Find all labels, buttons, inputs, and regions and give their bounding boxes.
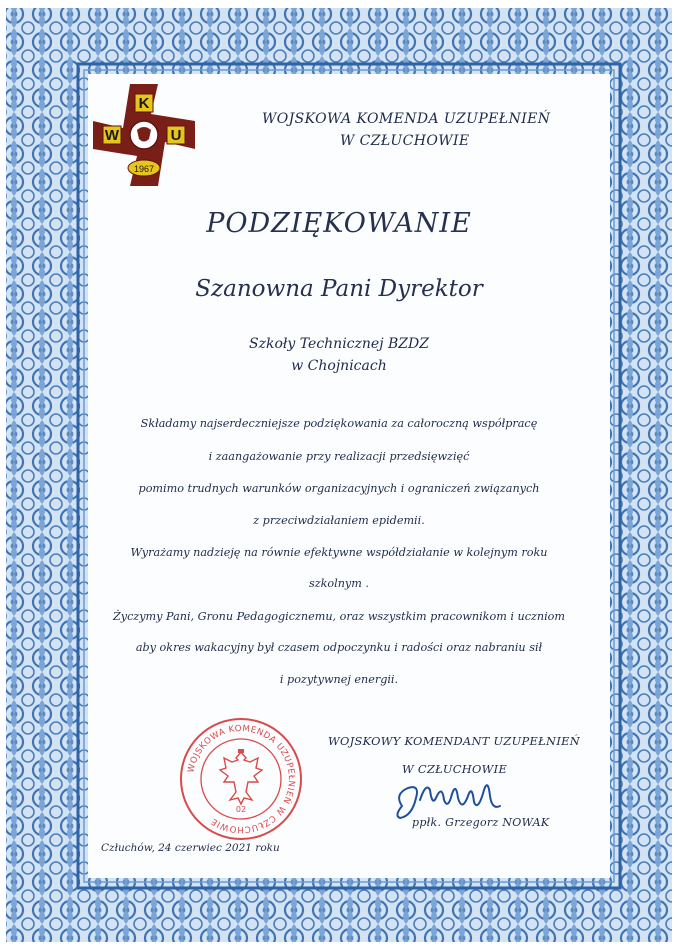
logo-letter-w: W [104,127,120,144]
signatory-name: ppłk. Grzegorz NOWAK [412,816,550,829]
signatory-title-line2: W CZŁUCHOWIE [402,762,508,776]
svg-text:WOJSKOWA KOMENDA UZUPEŁNIEŃ W [186,724,296,834]
signatory-title-line1: WOJSKOWY KOMENDANT UZUPEŁNIEŃ [328,734,580,748]
org-name-line2: W CZŁUCHOWIE [340,133,470,149]
recipient-school: Szkoły Technicznej BZDZ [249,336,429,352]
recipient-city: w Chojnicach [291,358,387,374]
body-line: i pozytywnej energii. [279,673,399,686]
wku-logo [93,84,195,186]
seal-text: WOJSKOWA KOMENDA UZUPEŁNIEŃ W CZŁUCHOWIE [186,723,297,835]
document-paper [88,74,610,878]
body-line: pomimo trudnych warunków organizacyjnych i ograniczeń związanych [138,482,540,495]
body-line: i zaangażowanie przy realizacji przedsięwzięć [208,450,470,463]
body-line: z przeciwdziałaniem epidemii. [253,514,425,527]
logo-year: 1967 [133,164,155,174]
official-seal [178,716,304,842]
body-line: Życzymy Pani, Gronu Pedagogicznemu, oraz wszystkim pracownikom i uczniom [112,610,565,623]
seal-number: 02 [235,805,247,814]
body-line: szkolnym . [309,577,369,590]
org-name-line1: WOJSKOWA KOMENDA UZUPEŁNIEŃ [262,111,551,127]
logo-letter-k: K [138,95,150,112]
body-line: Składamy najserdeczniejsze podziękowania za całoroczną współpracę [140,417,538,430]
body-line: aby okres wakacyjny był czasem odpoczynku i radości oraz nabraniu sił [135,641,543,654]
document-title: PODZIĘKOWANIE [206,208,472,239]
body-line: Wyrażamy nadzieję na równie efektywne współdziałanie w kolejnym roku [130,546,548,559]
eagle-icon [220,749,262,804]
logo-letter-u: U [170,127,182,144]
salutation: Szanowna Pani Dyrektor [195,276,483,302]
place-and-date: Człuchów, 24 czerwiec 2021 roku [101,842,280,854]
